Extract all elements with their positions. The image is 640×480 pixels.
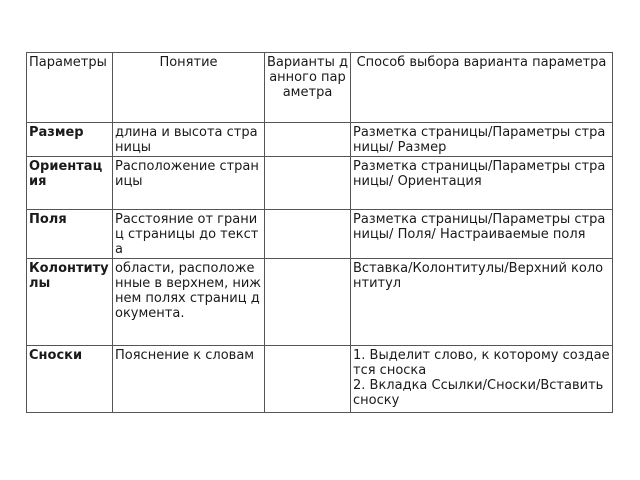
cell-variants [265, 210, 351, 259]
method-step-1: 1. Выделит слово, к которому создается сноска [353, 348, 610, 378]
header-variants: Варианты данного параметра [265, 53, 351, 123]
cell-method: Разметка страницы/Параметры страницы/ Ориентация [351, 157, 613, 210]
method-step-2: 2. Вкладка Ссылки/Сноски/Вставить сноску [353, 378, 604, 408]
cell-concept: области, расположенные в верхнем, нижнем полях страниц документа. [113, 259, 265, 346]
cell-param: Размер [27, 123, 113, 157]
header-method: Способ выбора варианта параметра [351, 53, 613, 123]
cell-method: Разметка страницы/Параметры страницы/ Размер [351, 123, 613, 157]
table-row [27, 259, 613, 346]
cell-param: Ориентация [27, 157, 113, 210]
cell-concept: длина и высота страницы [113, 123, 265, 157]
cell-concept: Пояснение к словам [113, 346, 265, 413]
cell-concept: Расположение страницы [113, 157, 265, 210]
cell-method: Разметка страницы/Параметры страницы/ Поля/ Настраиваемые поля [351, 210, 613, 259]
table-row [27, 157, 613, 210]
cell-variants [265, 157, 351, 210]
table-row [27, 210, 613, 259]
cell-concept: Расстояние от границ страницы до текста [113, 210, 265, 259]
cell-variants [265, 346, 351, 413]
cell-variants [265, 259, 351, 346]
table-row [27, 346, 613, 413]
header-row [27, 53, 613, 123]
header-parameters: Параметры [27, 53, 113, 123]
cell-method [351, 346, 613, 413]
cell-param: Сноски [27, 346, 113, 413]
table-row [27, 123, 613, 157]
header-concept: Понятие [113, 53, 265, 123]
cell-param: Поля [27, 210, 113, 259]
parameters-table [26, 52, 613, 413]
cell-param: Колонтитулы [27, 259, 113, 346]
cell-method: Вставка/Колонтитулы/Верхний колонтитул [351, 259, 613, 346]
cell-variants [265, 123, 351, 157]
